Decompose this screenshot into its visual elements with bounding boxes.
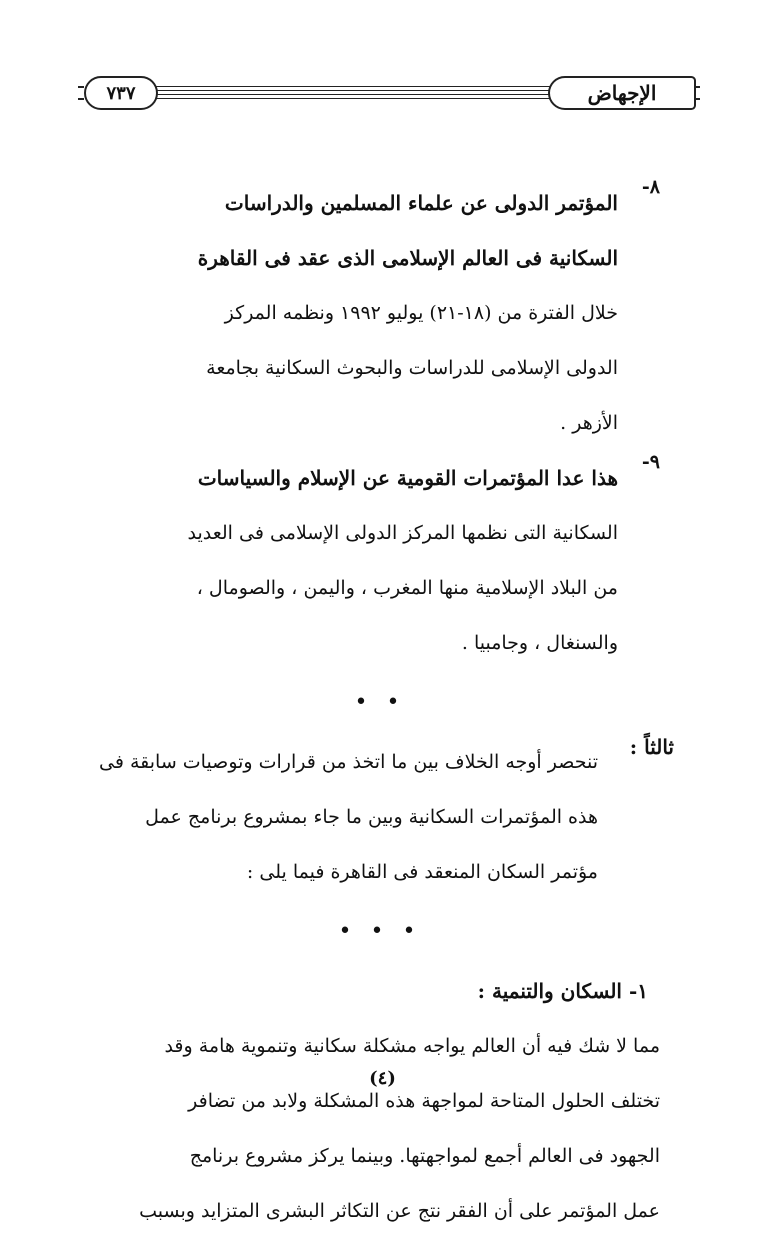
text-line: تختلف الحلول المتاحة لمواجهة هذه المشكلة ولابد من تضافر: [188, 1090, 660, 1112]
text-line: السكانية فى العالم الإسلامى الذى عقد فى القاهرة: [197, 246, 618, 270]
text-line: هذه المؤتمرات السكانية وبين ما جاء بمشروع برنامج عمل: [145, 806, 598, 828]
text-line: مؤتمر السكان المنعقد فى القاهرة فيما يلى :: [246, 861, 598, 883]
chapter-title: الإجهاض: [548, 76, 696, 110]
text-line: تنحصر أوجه الخلاف بين ما اتخذ من قرارات وتوصيات سابقة فى: [98, 751, 598, 773]
text-line: والسنغال ، وجامبيا .: [461, 632, 618, 654]
text-line: الأزهر .: [560, 412, 618, 434]
header-rule: [152, 94, 550, 95]
section-separator: • • •: [338, 919, 422, 944]
list-item-9: [100, 451, 660, 671]
text-line: عمل المؤتمر على أن الفقر نتج عن التكاثر البشرى المتزايد وبسبب: [139, 1200, 660, 1222]
header-rule: [152, 90, 550, 91]
text-line: هذا عدا المؤتمرات القومية عن الإسلام والسياسات: [197, 466, 618, 490]
list-item-8: [100, 176, 660, 451]
section-heading: ١- السكان والتنمية :: [477, 979, 648, 1003]
section-separator: • •: [354, 690, 406, 715]
text-line: السكانية التى نظمها المركز الدولى الإسلامى فى العديد: [187, 522, 618, 544]
header-cap: [78, 98, 84, 100]
item-number: ٩-: [641, 451, 660, 473]
section-label: ثالثاً :: [629, 735, 674, 759]
page-number: ٧٣٧: [84, 76, 158, 110]
text-line: الجهود فى العالم أجمع لمواجهتها. وبينما يركز مشروع برنامج: [189, 1145, 660, 1167]
page-footer-marker: (٤): [369, 1068, 396, 1089]
text-line: المؤتمر الدولى عن علماء المسلمين والدراسات: [224, 191, 618, 215]
header-rule: [152, 86, 550, 87]
text-line: خلال الفترة من (١٨-٢١) يوليو ١٩٩٢ ونظمه المركز: [224, 302, 618, 324]
text-line: الدولى الإسلامى للدراسات والبحوث السكانية بجامعة: [206, 357, 618, 379]
third-point: [98, 735, 674, 900]
text-line: مما لا شك فيه أن العالم يواجه مشكلة سكانية وتنموية هامة وقد: [164, 1035, 660, 1057]
item-number: ٨-: [641, 176, 660, 198]
header-cap: [78, 86, 84, 88]
running-header: [78, 72, 700, 116]
text-line: من البلاد الإسلامية منها المغرب ، واليمن ، والصومال ،: [196, 577, 618, 599]
header-rule: [152, 98, 550, 99]
section-body: [100, 1019, 660, 1239]
